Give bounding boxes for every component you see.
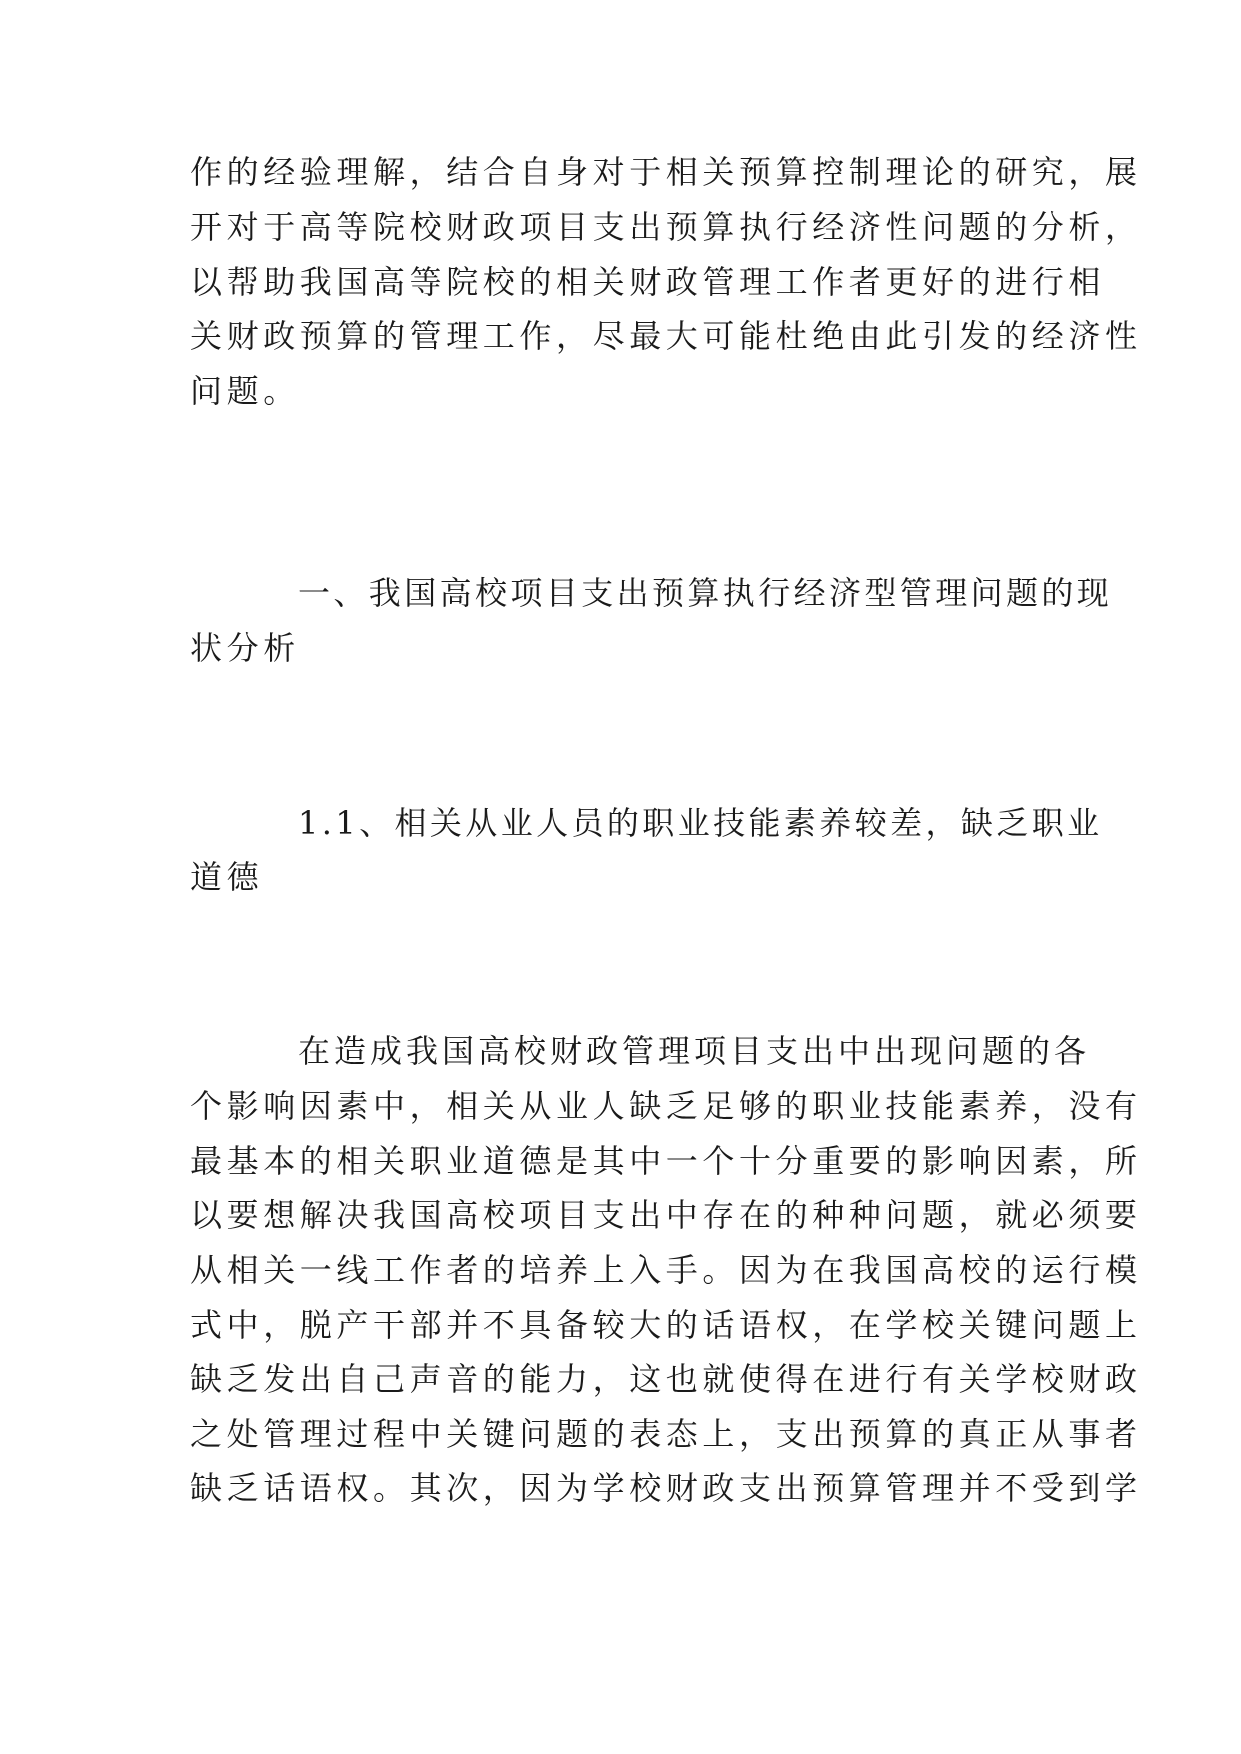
text-line: 缺乏话语权。其次，因为学校财政支出预算管理并不受到学: [190, 1469, 1142, 1507]
text-line: 式中，脱产干部并不具备较大的话语权，在学校关键问题上: [190, 1306, 1142, 1344]
heading-line: 1.1、相关从业人员的职业技能素养较差，缺乏职业: [298, 804, 1103, 842]
text-line: 最基本的相关职业道德是其中一个十分重要的影响因素，所: [190, 1142, 1142, 1180]
text-line: 作的经验理解，结合自身对于相关预算控制理论的研究，展: [190, 153, 1142, 191]
text-line: 个影响因素中，相关从业人缺乏足够的职业技能素养，没有: [190, 1087, 1142, 1125]
heading-line: 一、我国高校项目支出预算执行经济型管理问题的现: [298, 574, 1113, 612]
text-line: 关财政预算的管理工作，尽最大可能杜绝由此引发的经济性: [190, 317, 1142, 355]
text-line: 以要想解决我国高校项目支出中存在的种种问题，就必须要: [190, 1196, 1142, 1234]
text-line: 以帮助我国高等院校的相关财政管理工作者更好的进行相: [190, 263, 1106, 301]
text-line: 在造成我国高校财政管理项目支出中出现问题的各: [298, 1032, 1091, 1070]
text-line: 从相关一线工作者的培养上入手。因为在我国高校的运行模: [190, 1251, 1142, 1289]
heading-line: 道德: [190, 858, 264, 896]
text-line: 之处管理过程中关键问题的表态上，支出预算的真正从事者: [190, 1415, 1142, 1453]
text-line: 问题。: [190, 372, 300, 410]
text-line: 开对于高等院校财政项目支出预算执行经济性问题的分析，: [190, 208, 1142, 246]
heading-line: 状分析: [190, 629, 300, 667]
text-line: 缺乏发出自己声音的能力，这也就使得在进行有关学校财政: [190, 1360, 1142, 1398]
